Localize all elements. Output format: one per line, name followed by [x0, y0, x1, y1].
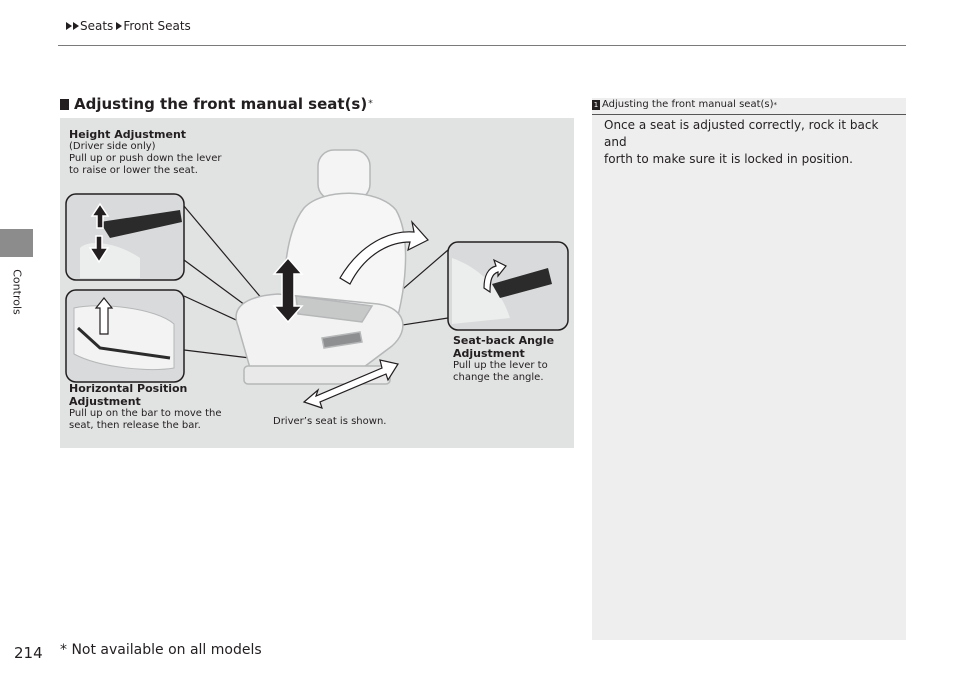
chapter-tab-marker	[0, 229, 33, 257]
header-divider	[58, 45, 906, 46]
breadcrumb-item-seats[interactable]: Seats	[80, 19, 114, 33]
chapter-label[interactable]	[9, 262, 25, 322]
section-bullet-icon	[60, 99, 69, 110]
chapter-label-text: Controls	[10, 269, 24, 315]
seatback-adjustment-label: Seat-back Angle Adjustment Pull up the lever to change the angle.	[453, 334, 555, 383]
breadcrumb-arrow-icon	[116, 22, 122, 30]
section-title	[60, 95, 373, 113]
seat-adjustment-figure	[60, 118, 574, 448]
note-title-text: Adjusting the front manual seat(s)	[602, 99, 774, 110]
seat-shape	[236, 150, 405, 384]
section-title-text: Adjusting the front manual seat(s)	[74, 95, 368, 113]
breadcrumb-arrow-icon	[66, 22, 72, 30]
inset-height-lever	[66, 194, 184, 280]
note-title	[592, 99, 777, 110]
figure-caption: Driver’s seat is shown.	[273, 416, 387, 427]
note-number-icon: 1	[593, 100, 599, 109]
breadcrumb	[66, 19, 194, 33]
breadcrumb-arrow-icon	[73, 22, 79, 30]
section-title-marker: *	[368, 99, 373, 109]
note-header	[592, 98, 906, 115]
horizontal-adjustment-label: Horizontal Position Adjustment Pull up on the bar to move the seat, then release the bar.	[69, 382, 222, 431]
note-title-marker: *	[773, 100, 778, 109]
note-panel	[592, 98, 906, 640]
inset-seatback-lever	[448, 242, 568, 330]
breadcrumb-item-front-seats[interactable]: Front Seats	[123, 19, 191, 33]
page-number: 214	[14, 644, 43, 662]
inset-horizontal-bar	[66, 290, 184, 382]
footnote: * Not available on all models	[60, 642, 262, 658]
note-body: Once a seat is adjusted correctly, rock it back and forth to make sure it is locked in position.	[604, 118, 879, 166]
height-adjustment-label: Height Adjustment (Driver side only) Pull up or push down the lever to raise or lower the seat.	[69, 128, 222, 176]
